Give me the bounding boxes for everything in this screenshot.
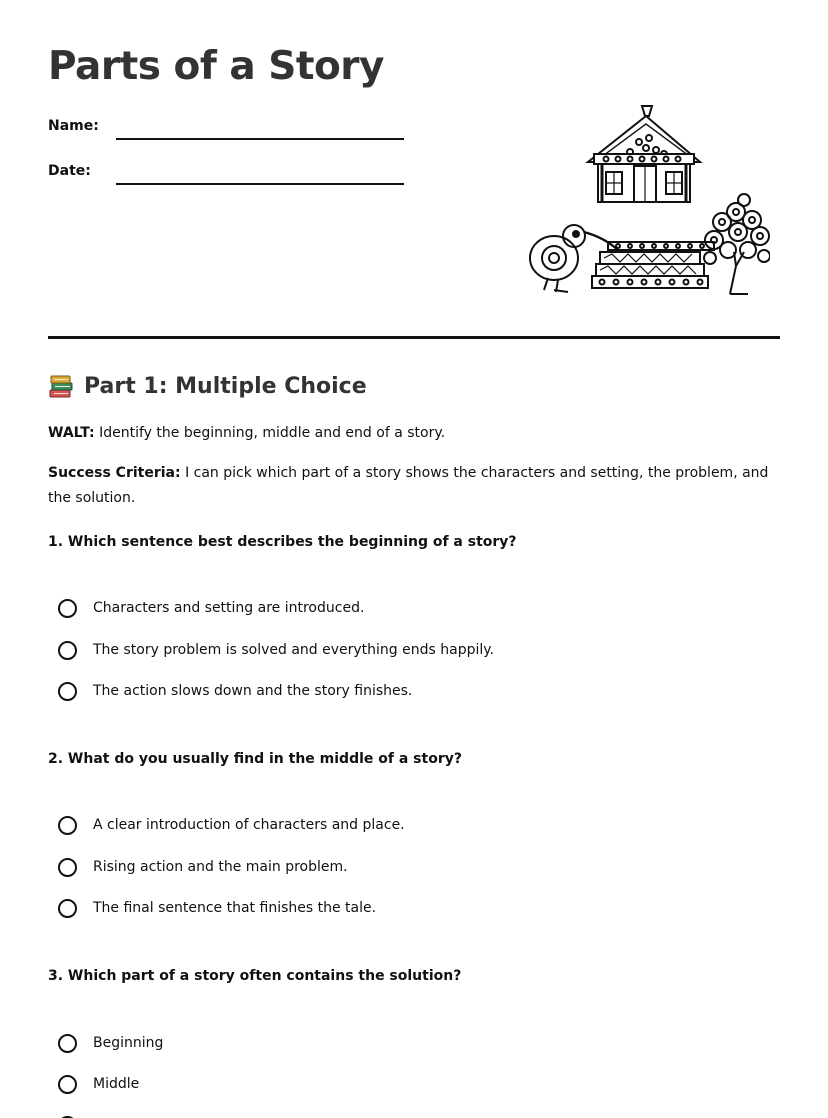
question-3-option-3[interactable]	[58, 1113, 93, 1118]
option-label: Characters and setting are introduced.	[93, 600, 365, 616]
part1-heading-text: Part 1: Multiple Choice	[84, 374, 367, 399]
option-label: The final sentence that finishes the tale.	[93, 900, 377, 916]
kiwi-bird-icon	[530, 225, 620, 292]
question-1: 1. Which sentence best describes the beginning of a story?	[48, 534, 517, 550]
page-title: Parts of a Story	[48, 44, 384, 89]
marae-kiwi-tree-illustration	[524, 102, 770, 298]
option-label: Middle	[93, 1076, 140, 1092]
walt-label: WALT:	[48, 425, 95, 441]
success-criteria-text: I can pick which part of a story shows the characters and setting, the problem, and the solution.	[48, 465, 769, 506]
radio-button[interactable]	[58, 858, 77, 877]
option-label: The story problem is solved and everything ends happily.	[93, 642, 494, 658]
question-3: 3. Which part of a story often contains the solution?	[48, 968, 462, 984]
books-icon	[48, 375, 74, 399]
option-label: A clear introduction of characters and place.	[93, 817, 405, 833]
name-input-line[interactable]	[116, 138, 404, 140]
success-criteria	[48, 461, 780, 511]
radio-button[interactable]	[58, 599, 77, 618]
part1-heading	[48, 374, 367, 399]
question-2-option-3[interactable]	[58, 896, 376, 920]
option-label: Beginning	[93, 1035, 164, 1051]
section-divider	[48, 336, 780, 339]
question-2-option-2[interactable]	[58, 855, 348, 879]
house-icon	[588, 106, 700, 202]
radio-button[interactable]	[58, 682, 77, 701]
date-input-line[interactable]	[116, 183, 404, 185]
success-criteria-label: Success Criteria:	[48, 465, 181, 481]
worksheet-header	[48, 44, 780, 304]
walt-text: Identify the beginning, middle and end of a story.	[99, 425, 446, 441]
question-3-option-1[interactable]	[58, 1031, 163, 1055]
radio-button[interactable]	[58, 1034, 77, 1053]
radio-button[interactable]	[58, 899, 77, 918]
question-1-option-2[interactable]	[58, 638, 494, 662]
radio-button[interactable]	[58, 641, 77, 660]
name-label: Name:	[48, 118, 99, 134]
patterned-platform-icon	[592, 242, 714, 288]
question-3-option-2[interactable]	[58, 1072, 139, 1096]
radio-button[interactable]	[58, 1075, 77, 1094]
question-1-option-1[interactable]	[58, 596, 364, 620]
date-label: Date:	[48, 163, 91, 179]
question-2: 2. What do you usually find in the middle of a story?	[48, 751, 462, 767]
question-1-option-3[interactable]	[58, 679, 412, 703]
question-2-option-1[interactable]	[58, 813, 405, 837]
option-label: Rising action and the main problem.	[93, 859, 348, 875]
radio-button[interactable]	[58, 816, 77, 835]
walt-statement	[48, 421, 780, 446]
option-label: The action slows down and the story finishes.	[93, 683, 413, 699]
